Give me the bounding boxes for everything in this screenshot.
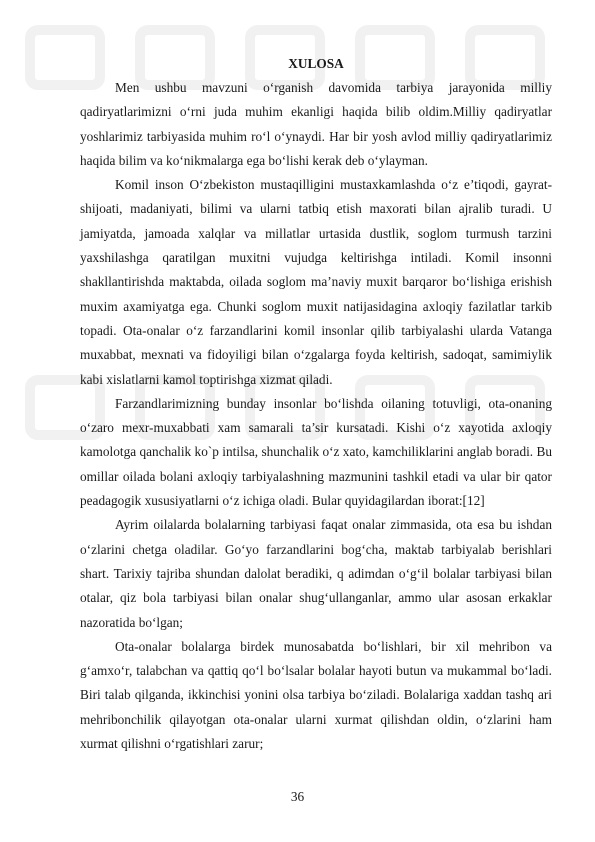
paragraph-2: Komil inson O‘zbekiston mustaqilligini mustaxkamlashda o‘z e’tiqodi, gayrat-shijoati, madaniyati, bilimi va ularni tatbiq etish maxorati bilan ajralib turadi. U jamiyatda, jamoada xalqlar va millatlar urtasida dustlik, soglom turmush tarzini yaxshilashga qaratilgan muxitni vujudga keltirishga intiladi. Komil insonni shakllantirishda maktabda, oilada soglom ma’naviy muxit barqaror bo‘lishiga erishish muxim axamiyatga ega. Chunki soglom muxit natijasidagina axloqiy fazilatlar tarkib topadi. Ota-onalar o‘z farzandlarini komil insonlar qilib tarbiyalashi ularda Vatanga muxabbat, mexnati va fidoyiligi bilan o‘zgalarga foyda keltirish, sadoqat, samimiylik kabi xislatlarni kamol toptirishga xizmat qiladi. [80, 177, 552, 387]
section-title: XULOSA [288, 56, 344, 71]
paragraph-1: Men ushbu mavzuni o‘rganish davomida tarbiya jarayonida milliy qadiryatlarimizni o‘rni juda muhim ekanligi haqida bilib oldim.Milliy qadiryatlar yoshlarimiz tarbiyasida muhim ro‘l o‘ynaydi. Har bir yosh avlod milliy qadiryatlarimiz haqida bilim va ko‘nikmalarga ega bo‘lishi kerak deb o‘ylayman. [80, 80, 552, 168]
page-number: 36 [290, 789, 305, 804]
document-body [80, 52, 552, 756]
paragraph-3: Farzandlarimizning bunday insonlar bo‘lishda oilaning totuvligi, ota-onaning o‘zaro mexr-muxabbati xam samarali ta’sir kursatadi. Kishi o‘z xayotida axloqiy kamolotga qanchalik ko`p intilsa, shunchalik o‘z xato, kamchiliklarini anglab boradi. Bu omillar oilada bolani axloqiy tarbiyalashning mazmunini tashkil etadi va ular bir qator peadagogik xususiyatlarni o‘z ichiga oladi. Bular quyidagilardan iborat:[12] [80, 395, 552, 509]
paragraph-5: Ota-onalar bolalarga birdek munosabatda bo‘lishlari, bir xil mehribon va g‘amxo‘r, talabchan va qattiq qo‘l bo‘lsalar bolalar hayoti butun va mukammal bo‘ladi. Biri talab qilganda, ikkinchisi yonini olsa tarbiya bo‘ziladi. Bolalariga xaddan tashq ari mehribonchilik qilayotgan ota-onalar ularni xurmat qilishdan oldin, o‘zlarini ham xurmat qilishni o‘rgatishlari zarur; [80, 638, 552, 752]
paragraph-4: Ayrim oilalarda bolalarning tarbiyasi faqat onalar zimmasida, ota esa bu ishdan o‘zlarini chetga oladilar. Go‘yo farzandlarini bog‘cha, maktab tarbiyalab berishlari shart. Tarixiy tajriba shundan dalolat beradiki, q adimdan o‘g‘il bolalar tarbiyasi bilan otalar, qiz bola tarbiyasi bilan onalar shug‘ullanganlar, ammo ular asosan erkaklar nazoratida bo‘lgan; [80, 517, 552, 630]
